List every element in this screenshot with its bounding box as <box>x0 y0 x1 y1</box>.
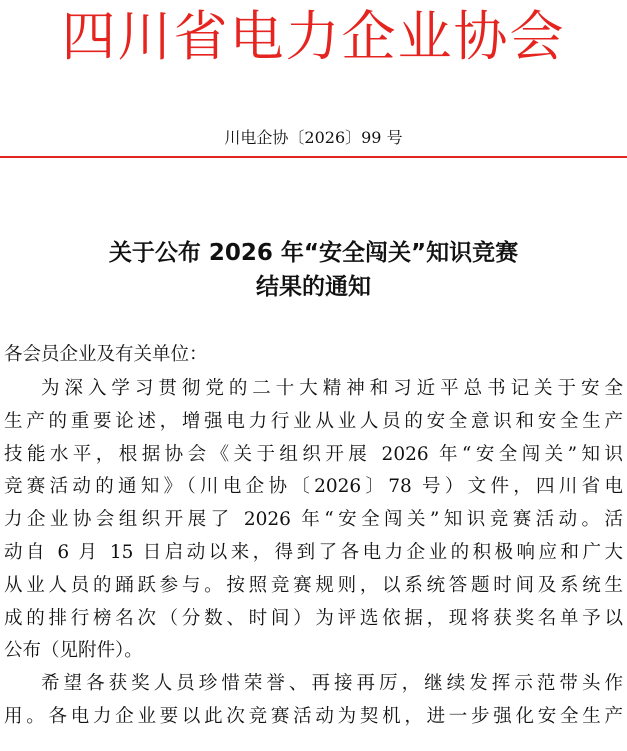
notice-title-line-2: 结果的通知 <box>256 274 371 300</box>
notice-title <box>0 236 627 304</box>
paragraph-line: 竞赛活动的通知》（川电企协〔2026〕78 号）文件，四川省电 <box>4 476 623 498</box>
paragraph-line: 技能水平，根据协会《关于组织开展 2026 年“安全闯关”知识 <box>4 443 623 465</box>
paragraph-line: 从业人员的踊跃参与。按照竞赛规则，以系统答题时间及系统生 <box>4 574 623 596</box>
paragraph-line: 公布（见附件）。 <box>4 640 143 662</box>
notice-title-line-1: 关于公布 2026 年“安全闯关”知识竞赛 <box>108 240 519 266</box>
salutation: 各会员企业及有关单位： <box>4 344 208 365</box>
paragraph-line: 动自 6 月 15 日启动以来，得到了各电力企业的积极响应和广大 <box>4 541 623 563</box>
red-divider-line <box>0 156 627 158</box>
paragraph-line: 希望各获奖人员珍惜荣誉、再接再厉，继续发挥示范带头作 <box>41 673 623 695</box>
paragraph-line: 用。各电力企业要以此次竞赛活动为契机，进一步强化安全生产 <box>4 705 623 727</box>
issuing-organization-header: 四川省电力企业协会 <box>61 5 566 68</box>
paragraph-line: 生产的重要论述，增强电力行业从业人员的安全意识和安全生产 <box>4 410 623 432</box>
paragraph-line: 力企业协会组织开展了 2026 年“安全闯关”知识竞赛活动。活 <box>4 509 623 531</box>
document-number: 川电企协〔2026〕99 号 <box>224 128 403 147</box>
paragraph-line: 成的排行榜名次（分数、时间）为评选依据，现将获奖名单予以 <box>4 607 623 629</box>
paragraph-line: 为深入学习贯彻党的二十大精神和习近平总书记关于安全 <box>41 378 623 399</box>
notice-body <box>4 373 623 734</box>
